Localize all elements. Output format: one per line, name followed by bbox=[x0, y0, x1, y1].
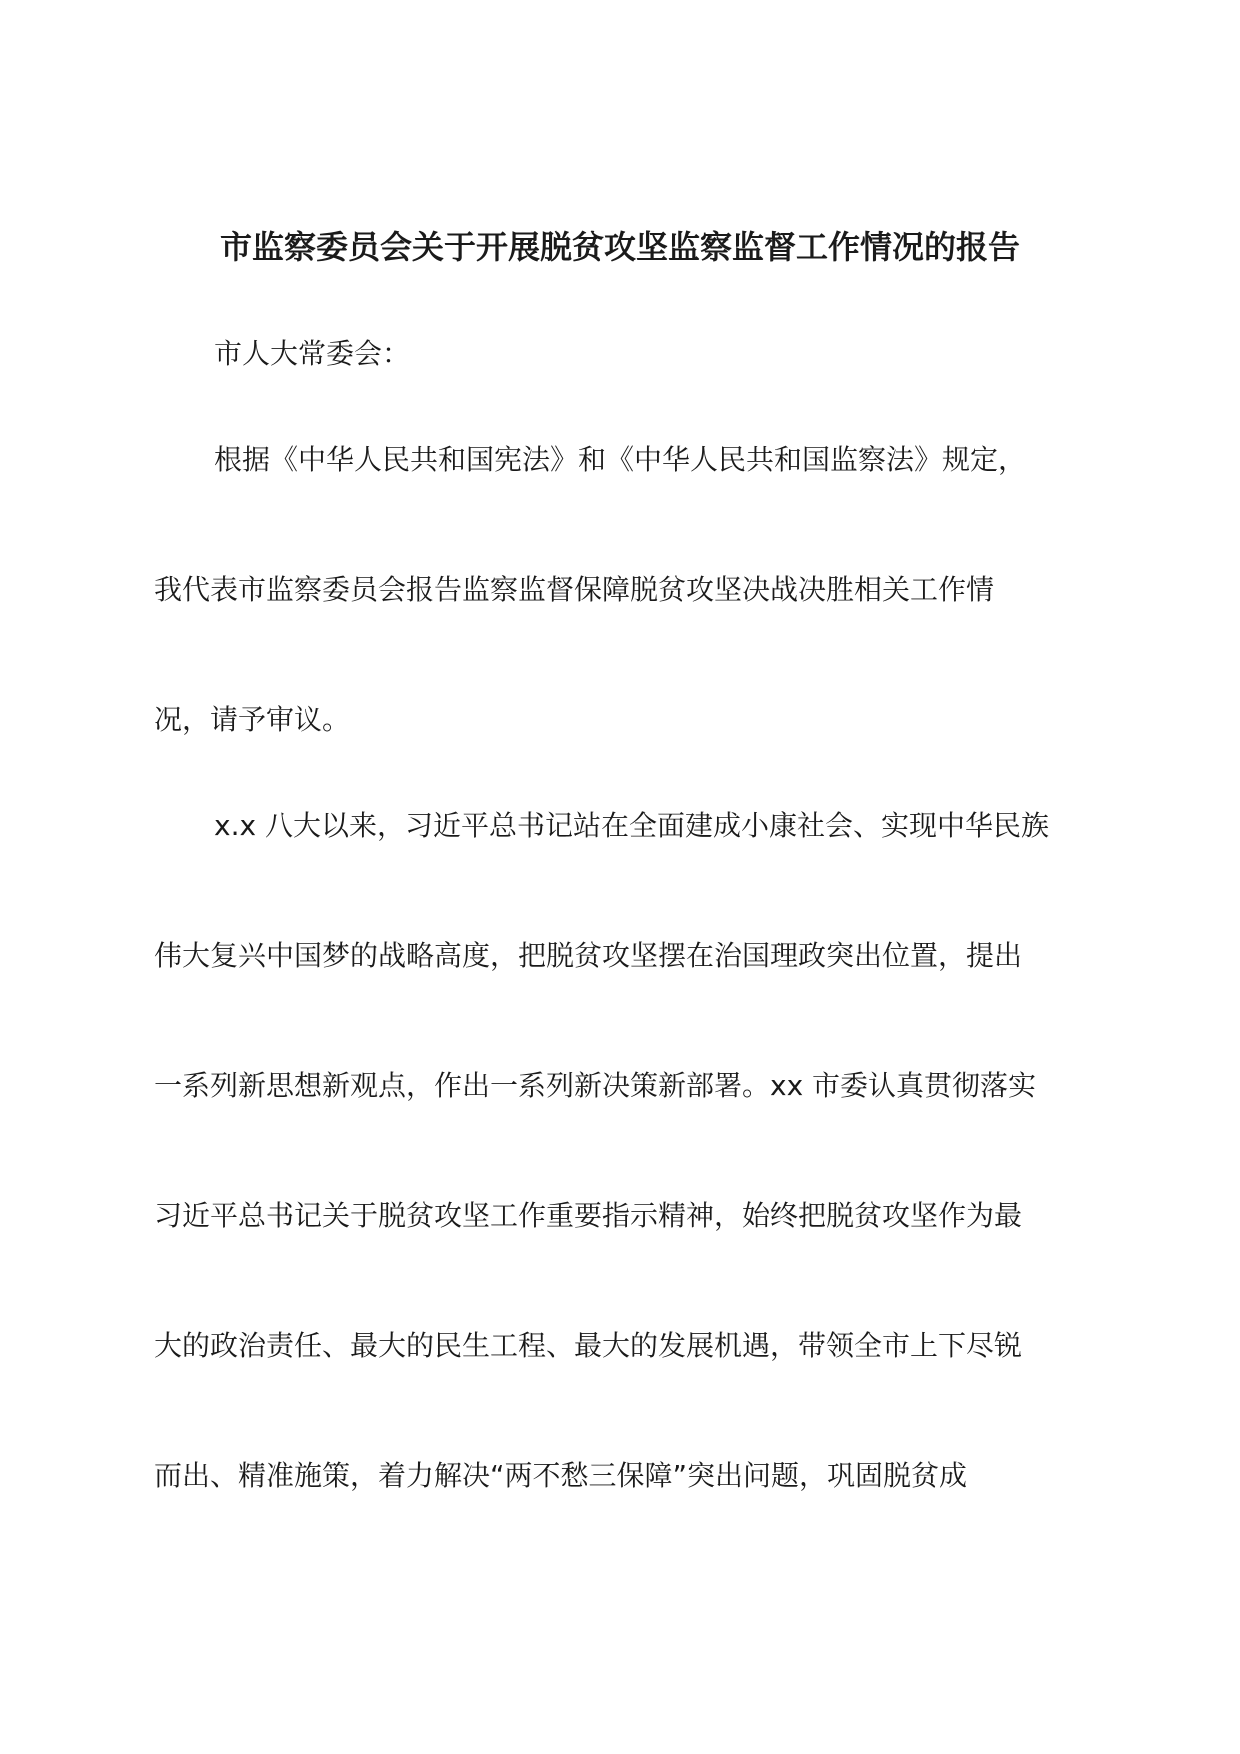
body-line: 况，请予审议。 bbox=[154, 703, 351, 736]
document-title: 市监察委员会关于开展脱贫攻坚监察监督工作情况的报告 bbox=[219, 228, 1020, 266]
body-line: 大的政治责任、最大的民生工程、最大的发展机遇，带领全市上下尽锐 bbox=[154, 1329, 1023, 1362]
body-line: 习近平总书记关于脱贫攻坚工作重要指示精神，始终把脱贫攻坚作为最 bbox=[154, 1199, 1023, 1232]
body-line: 伟大复兴中国梦的战略高度，把脱贫攻坚摆在治国理政突出位置，提出 bbox=[154, 939, 1023, 972]
body-line: 根据《中华人民共和国宪法》和《中华人民共和国监察法》规定， bbox=[214, 443, 1027, 476]
body-line: 一系列新思想新观点，作出一系列新决策新部署。xx 市委认真贯彻落实 bbox=[154, 1069, 1037, 1102]
body-line: 我代表市监察委员会报告监察监督保障脱贫攻坚决战决胜相关工作情 bbox=[154, 573, 995, 606]
salutation: 市人大常委会： bbox=[214, 337, 411, 370]
body-line: x.x 八大以来，习近平总书记站在全面建成小康社会、实现中华民族 bbox=[214, 809, 1049, 842]
body-line: 而出、精准施策，着力解决“两不愁三保障”突出问题，巩固脱贫成 bbox=[154, 1459, 968, 1492]
